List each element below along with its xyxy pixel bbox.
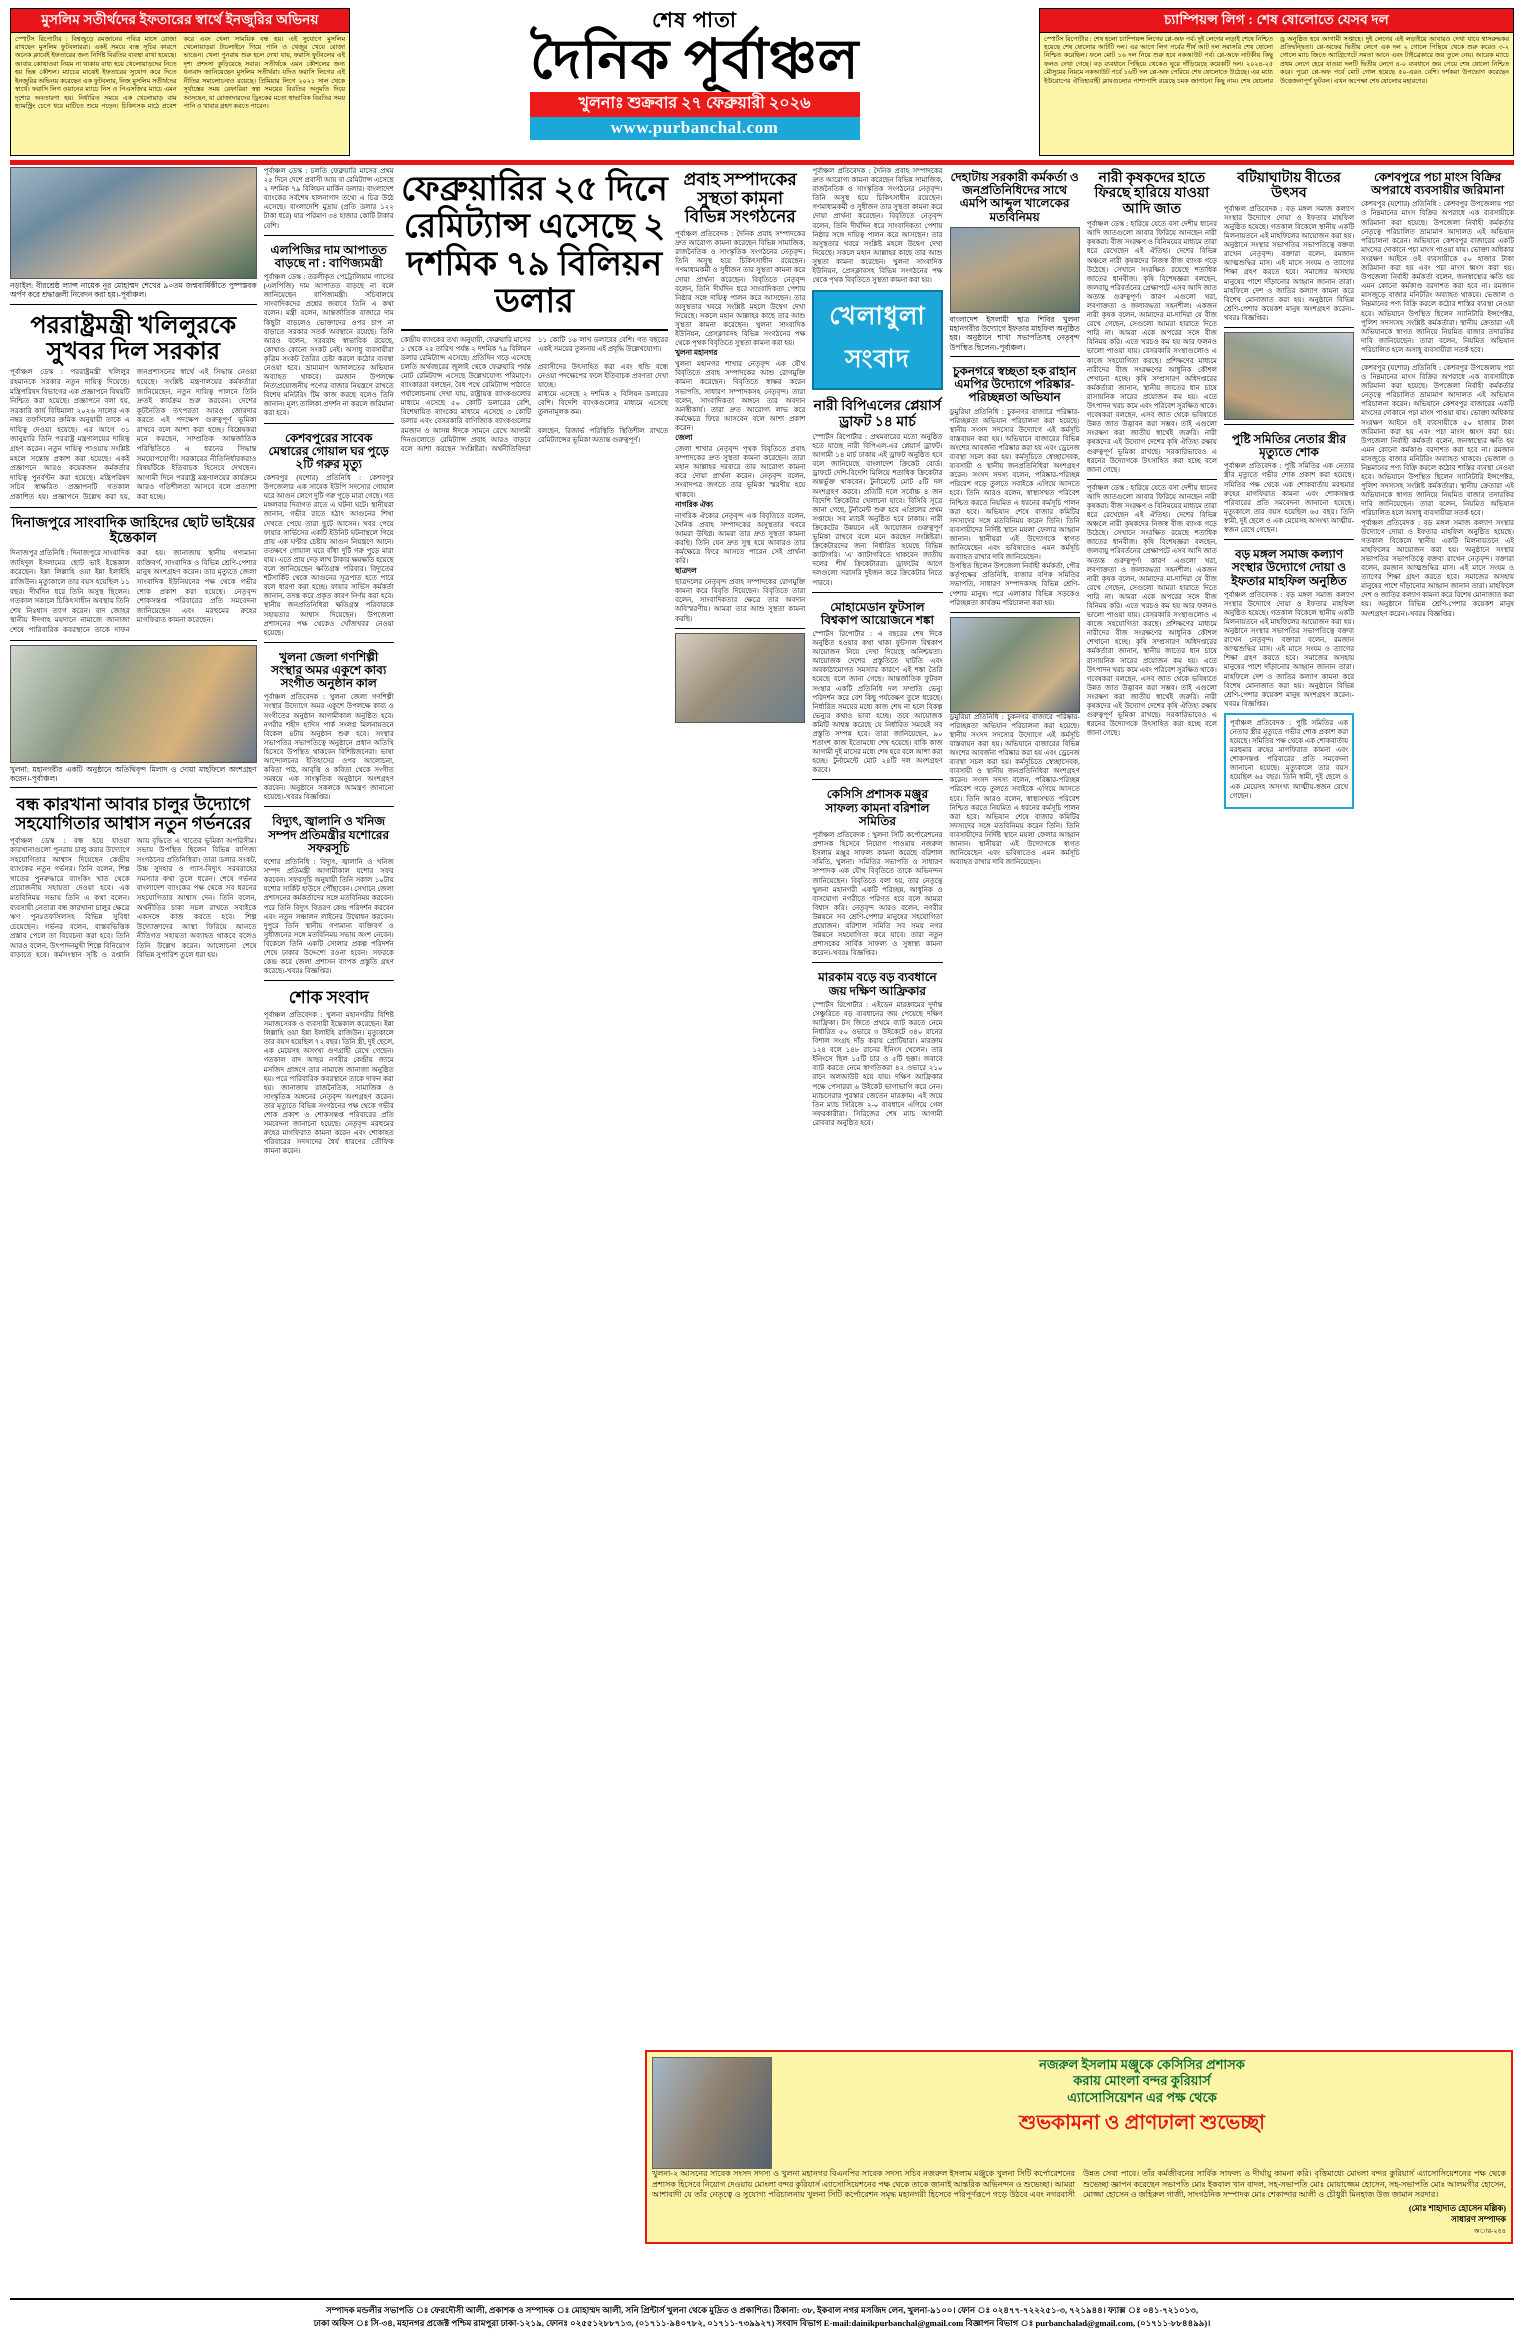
column-1 — [10, 167, 257, 2187]
ad-signer-name: (মোঃ শাহাদাত হোসেন মল্লিক) — [1408, 2204, 1506, 2214]
ad-headline-block — [778, 2057, 1506, 2138]
article-women-farmers: পূর্বাঞ্চল ডেস্ক : হারিয়ে যেতে বসা দেশীয় ধানের আদি জাতগুলো আবার ফিরিয়ে আনছেন নারী কৃষকরা। বীজ সংরক্ষণ ও বিনিময়ের মাধ্যমে তারা ধরে রেখেছেন এই ঐতিহ্য। দেশের বিভিন্ন অঞ্চলে নারী কৃষকদের নিজস্ব বীজ ব্যাংক গড়ে উঠেছে। সেখানে সংরক্ষিত রয়েছে শতাধিক জাতের ধানবীজ। কৃষি বিশেষজ্ঞরা বলছেন, জলবায়ু পরিবর্তনের প্রেক্ষাপটে এসব আদি জাত অত্যন্ত গুরুত্বপূর্ণ। কারণ এগুলো খরা, লবণাক্ততা ও জলাবদ্ধতা সহনশীল। একজন নারী কৃষক বলেন, আমাদের মা-দাদিরা যে বীজ রেখে গেছেন, সেগুলো আমরা হারাতে দিতে পারি না। আমরা একে অপরের সঙ্গে বীজ বিনিময় করি। এতে খরচও কম হয় আর ফলনও ভালো পাওয়া যায়। বেসরকারি সংস্থাগুলোও এ কাজে সহযোগিতা করছে। প্রশিক্ষণের মাধ্যমে নারীদের বীজ সংরক্ষণের আধুনিক কৌশল শেখানো হচ্ছে। কৃষি সম্প্রসারণ অধিদপ্তরের কর্মকর্তারা জানান, স্থানীয় জাতের ধান চাষে রাসায়নিক সারের প্রয়োজন কম হয়। এতে উৎপাদন খরচ কমে এবং পরিবেশ সুরক্ষিত থাকে। গবেষকরা বলছেন, এসব জাত থেকে ভবিষ্যতে উন্নত জাত উদ্ভাবন করা সম্ভব। তাই এগুলো সংরক্ষণ করা জাতীয় স্বার্থেই জরুরি। নারী কৃষকদের এই উদ্যোগ দেশের কৃষি ঐতিহ্য রক্ষায় গুরুত্বপূর্ণ ভূমিকা রাখছে। সরকারিভাবেও এ ধরনের উদ্যোগকে উৎসাহিত করা হচ্ছে বলে জানা গেছে। — [1086, 220, 1217, 474]
headline-chuknagar-cleanup: চুকনগরে স্বচ্ছতা হক রাহান এমপির উদ্যোগে পরিষ্কার-পরিচ্ছন্নতা অভিযান — [953, 364, 1077, 405]
photo-mp-meeting — [950, 227, 1080, 313]
photo-gathering-1 — [10, 645, 257, 763]
divider — [950, 612, 1080, 613]
masthead — [358, 8, 1031, 156]
headline-keshabpur-fire: কেশবপুরের সাবেক মেম্বারের গোয়াল ঘর পুড়ে ২টি গরুর মৃত্যু — [268, 430, 389, 471]
lead-para-5: রমজান ও আসন্ন ঈদকে সামনে রেখে আগামী দিনগুলোতে রেমিট্যান্স প্রবাহ আরও বাড়বে বলে আশা করছেন সংশ্লিষ্টরা। অর্থনীতিবিদরা বলছেন, রিজার্ভ পরিস্থিতি স্থিতিশীল রাখতে রেমিট্যান্সের ভূমিকা অত্যন্ত গুরুত্বপূর্ণ। — [400, 426, 669, 453]
top-strip — [10, 8, 1514, 156]
ad-portrait-photo — [652, 2057, 772, 2169]
top-left-body: স্পোর্টস রিপোর্টার : বিশ্বজুড়ে রমজানের পবিত্র মাসে রোজা রাখছেন মুসলিম ফুটবলাররা। একই সময়ে ব্যস্ত সূচির কারণে অনেক ক্লাবেই ইফতারের জন্য নির্দিষ্ট বিরতির ব্যবস্থা রাখা হয়েছে। আবার কোথাওবা নিয়ম না থাকায় বাধ্য হয়ে খেলোয়াড়দের নিতে হয় ভিন্ন কৌশল। ম্যাচের মাঝেই ইফতারের সুযোগ করে দিতে ইনজুরির অভিনয় করেছেন এক ফুটবলার, নিজ মুসলিম সতীর্থদের স্বার্থে। ফরাসি লিগ ওয়ানের ম্যাচে নিস ও পিএসজি'র ম্যাচে এমন দৃশ্যের অবতারণা হয়। নির্ধারিত সময়ে এক খেলোয়াড় বাম হ্যামস্ট্রিং চেপে ধরে মাটিতে শুয়ে পড়েন। চিকিৎসক মাঠে প্রবেশ করে এবং খেলা সাময়িক বন্ধ হয়। এই সুযোগে মুসলিম খেলোয়াড়রা টাচলাইনে গিয়ে পানি ও খেজুর খেয়ে রোজা ভাঙেন। খেলা পুনরায় শুরু হলে দেখা যায়, ফরাসি ফুটবলের এই দৃশ্য প্রশংসা কুড়িয়েছে সবার। সতীর্থকে এমন কৌশলের জন্য ধন্যবাদ জানিয়েছেন মুসলিম সতীর্থরা। যদিও ফরাসি লিগের এই নীতির সমালোচনাও রয়েছে। প্রিমিয়ার লিগে ২০২১ সাল থেকে সূর্যাস্তের সময় রেফারিরা স্বল্প সময়ের বিরতির অনুমতি দিয়ে আসছেন, যা রোজাদারদের ড্রিংকের মতো স্বাভাবিক বিরতির সময় পানি ও খাবার গ্রহণ করতে পারেন। — [15, 35, 345, 111]
divider — [10, 787, 257, 788]
column6-filler-top: পূর্বাঞ্চল প্রতিবেদক : দৈনিক প্রবাহ সম্পাদকের দ্রুত আরোগ্য কামনা করেছেন বিভিন্ন সামাজিক, রাজনৈতিক ও সাংস্কৃতিক সংগঠনের নেতৃবৃন্দ। তিনি অসুস্থ হয়ে চিকিৎসাধীন রয়েছেন। গণমাধ্যমকর্মী ও সুধীজন তার সুস্থতা কামনা করে দোয়া প্রার্থনা করেছেন। বিবৃতিতে নেতৃবৃন্দ বলেন, তিনি দীর্ঘদিন ধরে সাংবাদিকতা পেশায় নিষ্ঠার সঙ্গে দায়িত্ব পালন করে আসছেন। তার অসুস্থতার খবরে সংশ্লিষ্ট মহলে উদ্বেগ দেখা দিয়েছে। সকলে মহান আল্লাহর কাছে তার আশু সুস্থতা কামনা করেছেন। খুলনা সাংবাদিক ইউনিয়ন, প্রেসক্লাবসহ বিভিন্ন সংগঠনের পক্ষ থেকে পৃথক বিবৃতিতে সুস্থতা কামনা করা হয়। — [812, 167, 943, 285]
ad-signer-title: সাধারণ সম্পাদক — [1451, 2215, 1506, 2225]
footer-line-2: ঢাকা অফিস ঃ সি-৩৪, মহানগর প্রজেক্ট পশ্চিম রামপুরা ঢাকা-১২১৯, ফোনঃ ০২৫৫১২৮৮৭১৩, (০১৭১১-৯৪০৭৮২, ০১৭১১-৭৩৯৯২৭) সংবাদ বিভাগ E-mail:dainikpurbanchal@gmail.com বিজ্ঞাপন বিভাগ ঃ purbanchalad@gmail.com, (০১৭১১-৮৮৪৪৯৯)। — [313, 2318, 1211, 2329]
headline-womens-bpl-draft: নারী বিপিএলের প্লেয়ার্স ড্রাফট ১৪ মার্চ — [813, 399, 942, 430]
column-lead — [401, 167, 668, 2187]
ad-signature — [652, 2204, 1506, 2226]
page-mark: অার-২৫৪ — [1473, 2228, 1506, 2235]
divider — [10, 507, 257, 508]
divider — [264, 642, 394, 643]
divider — [1224, 327, 1354, 328]
top-right-story-box — [1039, 8, 1514, 156]
divider — [675, 628, 805, 629]
photo-gathering-2 — [675, 633, 805, 723]
headline-boro-mongol-iftar: বড় মঙ্গল সমাজ কল্যাণ সংস্থার উদ্যোগে দোয়া ও ইফতার মাহফিল অনুষ্ঠিত — [1231, 547, 1347, 588]
article-futsal-worldcup: স্পোর্টস রিপোর্টার : এ বছরের শেষ দিকে অনুষ্ঠিত হওয়ার কথা থাকা ফুটসাল বিশ্বকাপ আয়োজন নিয়ে দেখা দিয়েছে অনিশ্চয়তা। আয়োজক দেশের প্রস্তুতিতে ঘাটতি এবং অবকাঠামোগত সমস্যার কারণে এই শঙ্কা তৈরি হয়েছে বলে জানা গেছে। আন্তর্জাতিক ফুটবল সংস্থার একটি প্রতিনিধি দল সম্প্রতি ভেন্যু পরিদর্শন করে বেশ কিছু পর্যবেক্ষণ তুলে ধরেছে। নির্ধারিত সময়ের মধ্যে কাজ শেষ না হলে বিকল্প ভেন্যুর কথাও ভাবা হচ্ছে। তবে আয়োজক কমিটি আশ্বস্ত করেছে যে নির্ধারিত সময়েই সব প্রস্তুতি সম্পন্ন হবে। তারা জানিয়েছেন, ৯০ শতাংশ কাজ ইতোমধ্যে শেষ হয়েছে। বাকি কাজ আগামী দুই মাসের মধ্যে শেষ হবে বলে আশা করা হচ্ছে। টুর্নামেন্টে মোট ২৪টি দল অংশগ্রহণ করবে। — [812, 629, 943, 775]
divider — [10, 304, 257, 305]
column-9 — [1224, 167, 1354, 2187]
divider — [950, 356, 1080, 357]
article-dinajpur-obit: দিনাজপুর প্রতিনিধি : দিনাজপুরে সাংবাদিক জাহিদুল ইসলামের ছোট ভাই ইন্তেকাল করেছেন। ইন্না লিল্লাহি ওয়া ইন্না ইলাইহি রাজিউন। মৃত্যুকালে তার বয়স হয়েছিল ১১ বছর। দীর্ঘদিন ধরে তিনি অসুস্থ ছিলেন। গতকাল সকালে চিকিৎসাধীন অবস্থায় তিনি শেষ নিঃশ্বাস ত্যাগ করেন। বাদ জোহর স্থানীয় ঈদগাহ ময়দানে নামাজে জানাজা শেষে পারিবারিক কবরস্থানে তাকে দাফন করা হয়। জানাজায় স্থানীয় গণ্যমান্য ব্যক্তিবর্গ, সাংবাদিক ও বিভিন্ন শ্রেণি-পেশার মানুষ অংশগ্রহণ করেন। তার মৃত্যুতে জেলা সাংবাদিক ইউনিয়নের পক্ষ থেকে গভীর শোক প্রকাশ করা হয়েছে। নেতৃবৃন্দ শোকসন্তপ্ত পরিবারের প্রতি সমবেদনা জানিয়েছেন এবং মরহুমের রুহের মাগফিরাত কামনা করেছেন। — [10, 549, 257, 634]
article-chuknagar-cleanup-3: ডুমুরিয়া প্রতিনিধি : চুকনগর বাজারে পরিষ্কার-পরিচ্ছন্নতা অভিযান পরিচালনা করা হয়েছে। স্থানীয় সংসদ সদস্যের উদ্যোগে এই কর্মসূচি বাস্তবায়ন করা হয়। অভিযানে বাজারের বিভিন্ন অংশের আবর্জনা পরিষ্কার করা হয় এবং ড্রেনেজ ব্যবস্থা সচল করা হয়। কর্মসূচিতে স্বেচ্ছাসেবক, ব্যবসায়ী ও স্থানীয় জনপ্রতিনিধিরা অংশগ্রহণ করেন। সংসদ সদস্য বলেন, পরিষ্কার-পরিচ্ছন্ন পরিবেশ গড়ে তুলতে সবাইকে এগিয়ে আসতে হবে। তিনি আরও বলেন, স্বাস্থ্যসম্মত পরিবেশ নিশ্চিত করতে নিয়মিত এ ধরনের কর্মসূচি পালন করা হবে। অভিযান শেষে বাজার কমিটির সদস্যদের সঙ্গে মতবিনিময় করেন তিনি। তিনি ব্যবসায়ীদের নির্দিষ্ট স্থানে ময়লা ফেলার আহ্বান জানান। স্থানীয়রা এই উদ্যোগকে স্বাগত জানিয়েছেন এবং ভবিষ্যতেও এমন কর্মসূচি অব্যাহত রাখার দাবি জানিয়েছেন। — [949, 712, 1080, 867]
sports-section-banner: খেলাধুলা সংবাদ — [812, 290, 942, 390]
divider — [264, 806, 394, 807]
divider — [264, 980, 394, 981]
headline-factory-reopen: বন্ধ কারখানা আবার চালুর উদ্যোগে সহযোগিতার আশ্বাস নতুন গর্ভনরের — [15, 795, 252, 833]
headline-futsal-worldcup: মোহামেডান ফুটসাল বিশ্বকাপ আয়োজনে শঙ্কা — [820, 599, 934, 627]
divider — [401, 329, 668, 331]
article-ganashilpi: পূর্বাঞ্চল প্রতিবেদক : খুলনা জেলা গণশিল্পী সংস্থার উদ্যোগে অমর একুশে উপলক্ষে কাব্য ও সংগীতের অনুষ্ঠান আগামীকাল অনুষ্ঠিত হবে। নগরীর শহীদ হাদিস পার্ক সংলগ্ন মিলনায়তনে বিকেল ৪টায় অনুষ্ঠান শুরু হবে। সংস্থার সভাপতির সভাপতিত্বে অনুষ্ঠানে প্রধান অতিথি হিসেবে উপস্থিত থাকবেন বিশিষ্টজনেরা। ভাষা আন্দোলনের ইতিহাসের ওপর আলোচনা, কবিতা পাঠ, আবৃত্তি ও কবিতা থেকে সংগীত সমন্বয়ে এক সাংস্কৃতিক অনুষ্ঠানে অংশগ্রহণ করবেন। অনুষ্ঠানে সকলকে আমন্ত্রণ জানানো হয়েছে।-খবরঃ বিজ্ঞপ্তির। — [263, 693, 394, 802]
lead-para-4: পর্যালোচনায় দেখা যায়, রাষ্ট্রায়ত্ত ব্যাংকগুলোর মাধ্যমে এসেছে ৫০ কোটি ডলারের বেশি, বিশেষায়িত ব্যাংকের মাধ্যমে এসেছে ৩ কোটি ডলার এবং বেসরকারি বাণিজ্যিক ব্যাংকগুলোর মাধ্যমে এসেছে ২ দশমিক ২ বিলিয়ন ডলারের বেশি। বিদেশি ব্যাংকগুলোর মাধ্যমে এসেছে তুলনামূলক কম। — [400, 390, 669, 426]
ad-body-text: খুলনা-২ আসনের সাবেক সংসদ সদস্য ও খুলনা মহানগর বিএনপির সাবেক সদস্য সচিব নজরুল ইসলাম মঞ্জুকে খুলনা সিটি কর্পোরেশনের প্রশাসক হিসেবে নিয়োগ দেওয়ায় মোংলা বন্দর কুরিয়ার্স এ্যাসোসিয়েশনের পক্ষ থেকে তাকে জানাই আন্তরিক অভিনন্দন ও শুভেচ্ছা। আমরা আশাবাদী যে তাঁর নেতৃত্বে ও সুযোগ্য পরিচালনায় খুলনা সিটি কর্পোরেশন সমৃদ্ধ মহানগরী হিসেবে পরিপূর্ণরূপে গড়ে উঠবে এবং নগরবাসী উন্নত সেবা পাবে। তাঁর কর্মজীবনের সার্বিক সাফল্য ও দীর্ঘায়ু কামনা করি। বৃত্তিমাধ্যে মোংলা বন্দর কুরিয়ার্স এ্যাসোসিয়েশনের পক্ষ থেকে শুভেচ্ছা জ্ঞাপন করেছেন সভাপতি মোঃ ইকবাল খান বাদল, সহ-সভাপতি মোঃ মোয়াজ্জেম হোসেন, সহ-সভাপতি মোঃ আলমগীর হোসেন, মোজ্জা হোসেন ও জহিরুল গাজী, সাংগঠনিক সম্পাদক মোঃ শেকান্দার আলী ও চৌধুরী মিনহাজ উজ জামান সরদার। — [652, 2168, 1506, 2200]
top-right-headline: চ্যাম্পিয়ন্স লিগ : শেষ ষোলোতে যেসব দল — [1040, 9, 1513, 33]
masthead-dateline: খুলনাঃ শুক্রবার ২৭ ফেব্রুয়ারী ২০২৬ — [530, 92, 860, 117]
divider — [1361, 359, 1514, 360]
divider — [1224, 539, 1354, 540]
divider — [1224, 424, 1354, 425]
subhead-chhatradal: ছাত্রদল — [675, 566, 697, 576]
headline-kcc-admin-barisal: কেসিসি প্রশাসক মঞ্জুর সাফল্য কামনা বরিশাল সমিতির — [825, 787, 930, 828]
article-probaho-editor: পূর্বাঞ্চল প্রতিবেদক : দৈনিক প্রবাহ সম্পাদকের দ্রুত আরোগ্য কামনা করেছেন বিভিন্ন সামাজিক, রাজনৈতিক ও সাংস্কৃতিক সংগঠনের নেতৃবৃন্দ। তিনি অসুস্থ হয়ে চিকিৎসাধীন রয়েছেন। গণমাধ্যমকর্মী ও সুধীজন তার সুস্থতা কামনা করে দোয়া প্রার্থনা করেছেন। বিবৃতিতে নেতৃবৃন্দ বলেন, তিনি দীর্ঘদিন ধরে সাংবাদিকতা পেশায় নিষ্ঠার সঙ্গে দায়িত্ব পালন করে আসছেন। তার অসুস্থতার খবরে সংশ্লিষ্ট মহলে উদ্বেগ দেখা দিয়েছে। সকলে মহান আল্লাহর কাছে তার আশু সুস্থতা কামনা করেছেন। খুলনা সাংবাদিক ইউনিয়ন, প্রেসক্লাবসহ বিভিন্ন সংগঠনের পক্ষ থেকে পৃথক বিবৃতিতে সুস্থতা কামনা করা হয়। — [675, 230, 806, 348]
ad-line-2: করায় মোংলা বন্দর কুরিয়ার্স — [1073, 2073, 1211, 2089]
small-blue-ad: পূর্বাঞ্চল প্রতিবেদক : পুষ্টি সমিতির এক নেতার স্ত্রীর মৃত্যুতে গভীর শোক প্রকাশ করা হয়েছে। সমিতির পক্ষ থেকে এক শোকবার্তায় মরহুমার রুহের মাগফিরাত কামনা এবং শোকসন্তপ্ত পরিবারের প্রতি সমবেদনা জানানো হয়েছে। মৃত্যুকালে তার বয়স হয়েছিল ৬৫ বছর। তিনি স্বামী, দুই ছেলে ও এক মেয়েসহ অসংখ্য আত্মীয়-স্বজন রেখে গেছেন। — [1224, 713, 1354, 809]
article-rotten-meat-fine-cont: কেশবপুর (যশোর) প্রতিনিধি : কেশবপুর উপজেলায় পচা ও নিম্নমানের মাংস বিক্রির অপরাধে এক ব্যবসায়ীকে জরিমানা করা হয়েছে। উপজেলা নির্বাহী কর্মকর্তার নেতৃত্বে পরিচালিত ভ্রাম্যমাণ আদালত এই অভিযান পরিচালনা করেন। অভিযানে কেশবপুর বাজারের একটি মাংসের দোকানে পচা মাংস পাওয়া যায়। ভোক্তা অধিকার সংরক্ষণ আইনে ওই ব্যবসায়ীকে ৫০ হাজার টাকা জরিমানা করা হয় এবং পচা মাংস ধ্বংস করা হয়। উপজেলা নির্বাহী কর্মকর্তা বলেন, জনস্বাস্থ্যের ক্ষতি হয় এমন কোনো কর্মকাণ্ড বরদাশত করা হবে না। রমজান মাসজুড়ে বাজার মনিটরিং অব্যাহত থাকবে। ভেজাল ও নিম্নমানের পণ্য বিক্রি করলে কঠোর শাস্তির ব্যবস্থা নেওয়া হবে। অভিযানে উপস্থিত ছিলেন স্যানিটারি ইন্সপেক্টর, পুলিশ সদস্যসহ সংশ্লিষ্ট কর্মকর্তারা। স্থানীয় ক্রেতারা এই অভিযানকে স্বাগত জানিয়ে নিয়মিত বাজার তদারকির দাবি জানিয়েছেন। তারা বলেন, নিয়মিত অভিযান পরিচালিত হলে অসাধু ব্যবসায়ীরা সতর্ক হবে। — [1361, 363, 1515, 518]
article-womens-bpl-draft: স্পোর্টস রিপোর্টার : প্রথমবারের মতো অনুষ্ঠিত হতে যাচ্ছে নারী বিপিএল-এর প্লেয়ার্স ড্রাফট। আগামী ১৪ মার্চ ঢাকায় এই ড্রাফট অনুষ্ঠিত হবে বলে জানিয়েছে বাংলাদেশ ক্রিকেট বোর্ড। ড্রাফটে দেশি-বিদেশি মিলিয়ে শতাধিক ক্রিকেটার অন্তর্ভুক্ত থাকবেন। টুর্নামেন্টে মোট ৫টি দল অংশগ্রহণ করবে। প্রতিটি দলে সর্বোচ্চ ৪ জন বিদেশি ক্রিকেটার খেলানো যাবে। বিসিবি সূত্রে জানা গেছে, টুর্নামেন্ট শুরু হবে এপ্রিলের প্রথম সপ্তাহে। সব ম্যাচই অনুষ্ঠিত হবে ঢাকায়। নারী ক্রিকেটের উন্নয়নে এই আয়োজন গুরুত্বপূর্ণ ভূমিকা রাখবে বলে মনে করছেন সংশ্লিষ্টরা। ক্রিকেটারদের জন্য নির্ধারিত হয়েছে বিভিন্ন ক্যাটাগরি। 'এ' ক্যাটাগরিতে থাকবেন জাতীয় দলের শীর্ষ ক্রিকেটাররা। ড্রাফটের আগে দলগুলো সরাসরি দুইজন করে ক্রিকেটার নিতে পারবে। — [812, 433, 943, 587]
headline-power-minister-tour: বিদ্যুৎ, জ্বালানি ও খনিজ সম্পদ প্রতিমন্ত্রীর যশোরের সফরসূচি — [268, 814, 390, 855]
article-power-minister-tour: যশোর প্রতিনিধি : বিদ্যুৎ, জ্বালানি ও খনিজ সম্পদ প্রতিমন্ত্রী আগামীকাল যশোর সফর করবেন। সফরসূচি অনুযায়ী তিনি সকাল ১০টায় যশোর সার্কিট হাউসে পৌঁছাবেন। সেখানে জেলা প্রশাসনের কর্মকর্তাদের সঙ্গে মতবিনিময় করবেন। পরে তিনি বিদ্যুৎ বিতরণ কেন্দ্র পরিদর্শন করবেন এবং নতুন সঞ্চালন লাইনের উদ্বোধন করবেন। দুপুরে তিনি স্থানীয় গণ্যমান্য ব্যক্তিবর্গ ও সুধীজনের সঙ্গে মতবিনিময় সভায় অংশ নেবেন। বিকেলে তিনি একটি সোলার প্রকল্প পরিদর্শন শেষে ঢাকার উদ্দেশ্যে রওনা হবেন। সফরকে কেন্দ্র করে জেলা প্রশাসন ব্যাপক প্রস্তুতি গ্রহণ করেছে।-খবরঃ বিজ্ঞপ্তির। — [263, 858, 394, 976]
article-chuknagar-cleanup-2: উপস্থিত ছিলেন উপজেলা নির্বাহী কর্মকর্তা, পৌর কর্তৃপক্ষের প্রতিনিধি, বাজার বণিক সমিতির সভাপতি, সাধারণ সম্পাদকসহ বিভিন্ন শ্রেণি-পেশার মানুষ। পরে এলাকার বিভিন্ন সড়কেও পরিচ্ছন্নতা কার্যক্রম পরিচালনা করা হয়। — [949, 562, 1080, 607]
footer-imprint — [10, 2298, 1514, 2330]
headline-condolence: শোক সংবাদ — [288, 988, 369, 1008]
headline-khalilur: পররাষ্ট্রমন্ত্রী খলিলুরকে সুখবর দিল সরকার — [30, 312, 237, 366]
main-content-grid — [10, 167, 1514, 2187]
headline-dinajpur-obit: দিনাজপুরে সাংবাদিক জাহিদের ছোট ভাইয়ের ইন্তেকাল — [11, 515, 255, 546]
article-rotten-meat-fine: কেশবপুর (যশোর) প্রতিনিধি : কেশবপুর উপজেলায় পচা ও নিম্নমানের মাংস বিক্রির অপরাধে এক ব্যবসায়ীকে জরিমানা করা হয়েছে। উপজেলা নির্বাহী কর্মকর্তার নেতৃত্বে পরিচালিত ভ্রাম্যমাণ আদালত এই অভিযান পরিচালনা করেন। অভিযানে কেশবপুর বাজারের একটি মাংসের দোকানে পচা মাংস পাওয়া যায়। ভোক্তা অধিকার সংরক্ষণ আইনে ওই ব্যবসায়ীকে ৫০ হাজার টাকা জরিমানা করা হয় এবং পচা মাংস ধ্বংস করা হয়। উপজেলা নির্বাহী কর্মকর্তা বলেন, জনস্বাস্থ্যের ক্ষতি হয় এমন কোনো কর্মকাণ্ড বরদাশত করা হবে না। রমজান মাসজুড়ে বাজার মনিটরিং অব্যাহত থাকবে। ভেজাল ও নিম্নমানের পণ্য বিক্রি করলে কঠোর শাস্তির ব্যবস্থা নেওয়া হবে। অভিযানে উপস্থিত ছিলেন স্যানিটারি ইন্সপেক্টর, পুলিশ সদস্যসহ সংশ্লিষ্ট কর্মকর্তারা। স্থানীয় ক্রেতারা এই অভিযানকে স্বাগত জানিয়ে নিয়মিত বাজার তদারকির দাবি জানিয়েছেন। তারা বলেন, নিয়মিত অভিযান পরিচালিত হলে অসাধু ব্যবসায়ীরা সতর্ক হবে। — [1361, 200, 1515, 354]
divider — [812, 962, 942, 963]
divider — [264, 235, 394, 236]
article-column10-filler: পূর্বাঞ্চল প্রতিবেদক : বড় মঙ্গল সমাজ কল্যাণ সংস্থার উদ্যোগে দোয়া ও ইফতার মাহফিল অনুষ্ঠিত হয়েছে। গতকাল বিকেলে স্থানীয় একটি মিলনায়তনে এই মাহফিলের আয়োজন করা হয়। অনুষ্ঠানে সংস্থার সভাপতির সভাপতিত্বে বক্তব্য রাখেন নেতৃবৃন্দ। বক্তারা বলেন, রমজান আত্মশুদ্ধির মাস। এই মাসে সংযম ও ত্যাগের শিক্ষা গ্রহণ করতে হবে। সমাজের অসহায় মানুষের পাশে দাঁড়ানোর আহ্বান জানান তারা। মাহফিলে দেশ ও জাতির কল্যাণ কামনা করে বিশেষ মোনাজাত করা হয়। অনুষ্ঠানে বিভিন্ন শ্রেণি-পেশার কয়েকশ মানুষ অংশগ্রহণ করেন।-খবরঃ বিজ্ঞপ্তির। — [1361, 518, 1515, 618]
top-left-story-box — [10, 8, 350, 156]
article-botiaghata-festival: পূর্বাঞ্চল প্রতিবেদক : বড় মঙ্গল সমাজ কল্যাণ সংস্থার উদ্যোগে দোয়া ও ইফতার মাহফিল অনুষ্ঠিত হয়েছে। গতকাল বিকেলে স্থানীয় একটি মিলনায়তনে এই মাহফিলের আয়োজন করা হয়। অনুষ্ঠানে সংস্থার সভাপতির সভাপতিত্বে বক্তব্য রাখেন নেতৃবৃন্দ। বক্তারা বলেন, রমজান আত্মশুদ্ধির মাস। এই মাসে সংযম ও ত্যাগের শিক্ষা গ্রহণ করতে হবে। সমাজের অসহায় মানুষের পাশে দাঁড়ানোর আহ্বান জানান তারা। মাহফিলে দেশ ও জাতির কল্যাণ কামনা করে বিশেষ মোনাজাত করা হয়। অনুষ্ঠানে বিভিন্ন শ্রেণি-পেশার কয়েকশ মানুষ অংশগ্রহণ করেন।-খবরঃ বিজ্ঞপ্তির। — [1223, 204, 1355, 322]
ad-greeting: শুভকামনা ও প্রাণঢালা শুভেচ্ছা — [1018, 2111, 1265, 2134]
article-chuknagar-cleanup: ডুমুরিয়া প্রতিনিধি : চুকনগর বাজারে পরিষ্কার-পরিচ্ছন্নতা অভিযান পরিচালনা করা হয়েছে। স্থানীয় সংসদ সদস্যের উদ্যোগে এই কর্মসূচি বাস্তবায়ন করা হয়। অভিযানে বাজারের বিভিন্ন অংশের আবর্জনা পরিষ্কার করা হয় এবং ড্রেনেজ ব্যবস্থা সচল করা হয়। কর্মসূচিতে স্বেচ্ছাসেবক, ব্যবসায়ী ও স্থানীয় জনপ্রতিনিধিরা অংশগ্রহণ করেন। সংসদ সদস্য বলেন, পরিষ্কার-পরিচ্ছন্ন পরিবেশ গড়ে তুলতে সবাইকে এগিয়ে আসতে হবে। তিনি আরও বলেন, স্বাস্থ্যসম্মত পরিবেশ নিশ্চিত করতে নিয়মিত এ ধরনের কর্মসূচি পালন করা হবে। অভিযান শেষে বাজার কমিটির সদস্যদের সঙ্গে মতবিনিময় করেন তিনি। তিনি ব্যবসায়ীদের নির্দিষ্ট স্থানে ময়লা ফেলার আহ্বান জানান। স্থানীয়রা এই উদ্যোগকে স্বাগত জানিয়েছেন এবং ভবিষ্যতেও এমন কর্মসূচি অব্যাহত রাখার দাবি জানিয়েছেন। — [949, 407, 1080, 562]
subhead-khulna-mahanagar: খুলনা মহানগর — [675, 348, 718, 358]
headline-mp-meeting: দেহাটায় সরকারী কর্মকর্তা ও জনপ্রতিনিধিদের সাথে এমপি আব্দুল খালেকের মতবিনিময় — [950, 170, 1079, 224]
article-kcc-admin-barisal: পূর্বাঞ্চল প্রতিবেদক : খুলনা সিটি কর্পোরেশনের প্রশাসক হিসেবে নিয়োগ পাওয়ায় নজরুল ইসলাম মঞ্জুর সাফল্য কামনা করেছে বরিশাল সমিতি, খুলনা। সমিতির সভাপতি ও সাধারণ সম্পাদক এক যৌথ বিবৃতিতে তাকে অভিনন্দন জানিয়েছেন। বিবৃতিতে বলা হয়, তার নেতৃত্বে খুলনা মহানগরী একটি পরিচ্ছন্ন, আধুনিক ও বাসযোগ্য নগরীতে পরিণত হবে বলে আমরা বিশ্বাস করি। নেতৃবৃন্দ আরও বলেন, নগরীর উন্নয়নে সব শ্রেণি-পেশার মানুষের সহযোগিতা প্রয়োজন। বরিশাল সমিতি সব সময় নগর উন্নয়নে সহযোগিতা করে যাবে। তারা নতুন প্রশাসকের সার্বিক সাফল্য ও সুস্বাস্থ্য কামনা করেন।-খবরঃ বিজ্ঞপ্তির। — [812, 831, 943, 958]
photo-caption-2: খুলনা: মহানগরীর একটি অনুষ্ঠানে অতিথিবৃন্দ মিলাদ ও দোয়া মাহফিলে অংশগ্রহণ করেন।-পূর্বাঞ্চল। — [10, 764, 257, 783]
subhead-nagorik-oikko: নাগরিক ঐক্য — [675, 499, 713, 509]
masthead-kicker: শেষ পাতা — [652, 8, 737, 32]
headline-botiaghata-festival: বটিয়াঘাটায় বীতের উৎসব — [1237, 171, 1341, 202]
column-8 — [1087, 167, 1217, 2187]
photo-caption-1: নড়াইল: বীরশ্রেষ্ঠ ল্যান্স নায়েক নূর মোহাম্মদ শেখের ৯০তম জন্মবার্ষিকীতে পুষ্পস্তবক অর্পণ করে শ্রদ্ধাঞ্জলী নিবেদন করা হয়।-পূর্বাঞ্চল। — [10, 281, 257, 300]
masthead-title: দৈনিক পূর্বাঞ্চল — [530, 29, 859, 90]
article-factory-reopen: পূর্বাঞ্চল ডেস্ক : বন্ধ হয়ে যাওয়া কারখানাগুলো পুনরায় চালু করার উদ্যোগে সহযোগিতার আশ্বাস দিয়েছেন কেন্দ্রীয় ব্যাংকের নতুন গর্ভনর। তিনি বলেন, শিল্প খাতের পুনরুদ্ধারে ব্যাংকিং খাত থেকে প্রয়োজনীয় সহায়তা দেওয়া হবে। এক মতবিনিময় সভায় তিনি এ কথা বলেন। ব্যবসায়ী নেতারা বন্ধ কারখানা চালুর ক্ষেত্রে ঋণ পুনঃতফসিলসহ বিভিন্ন সুবিধা চেয়েছেন। গর্ভনর বলেন, বাস্তবভিত্তিক প্রস্তাব পেলে তা বিবেচনা করা হবে। তিনি আরও বলেন, উৎপাদনমুখী শিল্পে বিনিয়োগ বাড়াতে হবে। কর্মসংস্থান সৃষ্টি ও রপ্তানি আয় বৃদ্ধিতে এ খাতের ভূমিকা অপরিসীম। সভায় উপস্থিত ছিলেন বিভিন্ন বাণিজ্য সংগঠনের প্রতিনিধিরা। তারা ডলার সংকট, উচ্চ সুদহার ও গ্যাস-বিদ্যুৎ সরবরাহের সমস্যার কথা তুলে ধরেন। শেষে গর্ভনর বাংলাদেশ ব্যাংকের পক্ষ থেকে সব ধরনের সহযোগিতার আশ্বাস দেন। তিনি বলেন, অর্থনীতির চাকা সচল রাখতে সবাইকে একসঙ্গে কাজ করতে হবে। শিল্প উদ্যোক্তাদের আস্থা ফিরিয়ে আনতে নীতিগত সহায়তা অব্যাহত থাকবে বলেও তিনি উল্লেখ করেন। আলোচনা শেষে বিভিন্ন সুপারিশ তুলে ধরা হয়। — [10, 836, 257, 960]
headline-probaho-editor: প্রবাহ সম্পাদকের সুস্থতা কামনা বিভিন্ন সংগঠনের — [683, 170, 797, 227]
divider — [10, 640, 257, 641]
lead-headline: ফেব্রুয়ারির ২৫ দিনে রেমিট্যান্স এসেছে ২ দশমিক ৭৯ বিলিয়ন ডলার — [401, 171, 668, 321]
top-left-headline: মুসলিম সতীর্থদের ইফতারের স্বার্থে ইনজুরির অভিনয় — [11, 9, 349, 33]
red-divider-rule — [10, 160, 1514, 165]
divider — [264, 423, 394, 424]
ad-header-row — [652, 2057, 1506, 2169]
lead-para-2: কেন্দ্রীয় ব্যাংকের তথ্য অনুযায়ী, ফেব্রুয়ারি মাসের ১ থেকে ২৫ তারিখ পর্যন্ত ২ দশমিক ৭৯ বিলিয়ন ডলার রেমিট্যান্স এসেছে। প্রতিদিন গড়ে এসেছে ১১ কোটি ১৬ লাখ ডলারের বেশি। গত বছরের একই সময়ের তুলনায় এই প্রবৃদ্ধি উল্লেখযোগ্য। — [400, 335, 669, 362]
column-6-sports — [812, 167, 942, 2187]
article-nagorik-oikko: নাগরিক ঐক্যের নেতৃবৃন্দ এক বিবৃতিতে বলেন, দৈনিক প্রবাহ সম্পাদকের অসুস্থতার খবরে আমরা উদ্বিগ্ন। আমরা তার দ্রুত সুস্থতা কামনা করছি। তিনি যেন দ্রুত সুস্থ হয়ে আবারও তার কর্মক্ষেত্রে ফিরে আসতে পারেন সেই প্রার্থনা করি। — [675, 511, 806, 566]
headline-rotten-meat-fine: কেশবপুরে পচা মাংস বিক্রির অপরাধে ব্যবসায়ীর জরিমানা — [1371, 170, 1505, 198]
article-women-farmers-cont: পূর্বাঞ্চল ডেস্ক : হারিয়ে যেতে বসা দেশীয় ধানের আদি জাতগুলো আবার ফিরিয়ে আনছেন নারী কৃষকরা। বীজ সংরক্ষণ ও বিনিময়ের মাধ্যমে তারা ধরে রেখেছেন এই ঐতিহ্য। দেশের বিভিন্ন অঞ্চলে নারী কৃষকদের নিজস্ব বীজ ব্যাংক গড়ে উঠেছে। সেখানে সংরক্ষিত রয়েছে শতাধিক জাতের ধানবীজ। কৃষি বিশেষজ্ঞরা বলছেন, জলবায়ু পরিবর্তনের প্রেক্ষাপটে এসব আদি জাত অত্যন্ত গুরুত্বপূর্ণ। কারণ এগুলো খরা, লবণাক্ততা ও জলাবদ্ধতা সহনশীল। একজন নারী কৃষক বলেন, আমাদের মা-দাদিরা যে বীজ রেখে গেছেন, সেগুলো আমরা হারাতে দিতে পারি না। আমরা একে অপরের সঙ্গে বীজ বিনিময় করি। এতে খরচও কম হয় আর ফলনও ভালো পাওয়া যায়। বেসরকারি সংস্থাগুলোও এ কাজে সহযোগিতা করছে। প্রশিক্ষণের মাধ্যমে নারীদের বীজ সংরক্ষণের আধুনিক কৌশল শেখানো হচ্ছে। কৃষি সম্প্রসারণ অধিদপ্তরের কর্মকর্তারা জানান, স্থানীয় জাতের ধান চাষে রাসায়নিক সারের প্রয়োজন কম হয়। এতে উৎপাদন খরচ কমে এবং পরিবেশ সুরক্ষিত থাকে। গবেষকরা বলছেন, এসব জাত থেকে ভবিষ্যতে উন্নত জাত উদ্ভাবন করা সম্ভব। তাই এগুলো সংরক্ষণ করা জাতীয় স্বার্থেই জরুরি। নারী কৃষকদের এই উদ্যোগ দেশের কৃষি ঐতিহ্য রক্ষায় গুরুত্বপূর্ণ ভূমিকা রাখছে। সরকারিভাবেও এ ধরনের উদ্যোগকে উৎসাহিত করা হচ্ছে বলে জানা গেছে। — [1086, 483, 1217, 738]
footer-line-1: সম্পাদক মন্ডলীর সভাপতি ঃ ফেরদৌসী আলী, প্রকাশক ও সম্পাদক ঃ মোহাম্মদ আলী, সনি প্রিন্টার্স খুলনা থেকে মুদ্রিত ও প্রকাশিত। ঠিকানা: ৩৮, ইকবাল নগর মসজিদ লেন, খুলনা-৯১০০। ফোন ঃ ০২৪৭৭-৭২২২৫১-৩, ৭২১৯৪৪। ফ্যাক্স ঃ ০৪১-৭২১০১৩, — [326, 2305, 1198, 2316]
divider — [812, 779, 942, 780]
article-keshabpur-fire: কেশবপুর (যশোর) প্রতিনিধি : কেশবপুর উপজেলার এক সাবেক ইউপি সদস্যের গোয়াল ঘরে আগুন লেগে দুটি গরু পুড়ে মারা গেছে। গত মঙ্গলবার দিবাগত রাতে এ ঘটনা ঘটে। স্থানীয়রা জানান, গভীর রাতে হঠাৎ আগুনের শিখা দেখতে পেয়ে তারা ছুটে আসেন। খবর পেয়ে ফায়ার সার্ভিসের একটি ইউনিট ঘটনাস্থলে গিয়ে প্রায় এক ঘণ্টার চেষ্টায় আগুন নিয়ন্ত্রণে আনে। ততক্ষণে গোয়াল ঘরে বাঁধা দুটি গরু পুড়ে মারা যায়। এতে প্রায় দেড় লাখ টাকার ক্ষয়ক্ষতি হয়েছে বলে জানিয়েছেন ক্ষতিগ্রস্ত পরিবার। বিদ্যুতের শর্টসার্কিট থেকে আগুনের সূত্রপাত হতে পারে বলে ধারণা করা হচ্ছে। ফায়ার সার্ভিস কর্মকর্তা জানান, তদন্ত করে প্রকৃত কারণ নির্ণয় করা হবে। স্থানীয় জনপ্রতিনিধিরা ক্ষতিগ্রস্ত পরিবারকে সহায়তার আশ্বাস দিয়েছেন। উপজেলা প্রশাসনের পক্ষ থেকেও খোঁজখবর নেওয়া হয়েছে। — [263, 474, 394, 637]
top-right-body: স্পোর্টস রিপোর্টার : শেষ হলো চ্যাম্পিয়ন্স লিগের প্লে-অফ পর্ব। দুই লেগের লড়াই শেষে নিশ্চিত হয়েছে শেষ ষোলোর আটটি দল। এর আগে লিগ পর্বের শীর্ষ আট দল সরাসরি শেষ ষোলো নিশ্চিত করেছিল। ফলে মোট ১৬ দল নিয়ে শুরু হবে নকআউট পর্ব। প্লে-অফে নাটকীয় কিছু ফলও দেখা গেছে। বড় ব্যবধানে পিছিয়ে থেকেও ঘুরে দাঁড়িয়েছে কয়েকটি দল। ২০২৪-২৫ মৌসুমের নিয়মে নকআউট পর্বে ১৬টি দল প্লে-অফ পেরিয়ে শেষ ষোলোতে উঠেছে। এর মধ্যে ইউরোপের ঐতিহ্যবাহী ক্লাবগুলোর পাশাপাশি রয়েছে চমক জাগানো কিছু নাম। শেষ ষোলোর ড্র অনুষ্ঠিত হবে আগামী সপ্তাহে। দুই লেগের এই লড়াইয়ে আবারও দেখা যাবে শ্বাসরুদ্ধকর প্রতিদ্বন্দ্বিতা। প্লে-অফের দ্বিতীয় লেগে এক দল ২ গোলে পিছিয়ে থেকে শুরু করেও ৩-২ গোলে ম্যাচ জিতে অ্যাগ্রিগেটে সমতা আনে এবং টাইব্রেকারে জয় তুলে নেয়। আরেক ম্যাচে প্রথম লেগে হেরে যাওয়া দলটি দ্বিতীয় লেগে ৪-০ ব্যবধানে জয় পেয়ে শেষ ষোলো নিশ্চিত করে। পুরো প্লে-অফ পর্বে মোট গোল হয়েছে ৫০-এরও বেশি। দর্শকরা উপভোগ করেছেন উত্তেজনাপূর্ণ ফুটবল। এখন অপেক্ষা শেষ ষোলোর মহারণের। — [1044, 35, 1509, 85]
article-chhatradal: ছাত্রদলের নেতৃবৃন্দ প্রবাহ সম্পাদকের রোগমুক্তি কামনা করে বিবৃতি দিয়েছেন। বিবৃতিতে তারা বলেন, সাংবাদিকতার ক্ষেত্রে তার অবদান অবিস্মরণীয়। আমরা তার আশু সুস্থতা কামনা করছি। — [675, 578, 806, 623]
headline-women-farmers: নারী কৃষকদের হাতে ফিরছে হারিয়ে যাওয়া আদি জাত — [1094, 171, 1210, 217]
headline-markram-sa-win: মারকাম বড়ে বড় ব্যবধানে জয় দক্ষিণ আফ্রিকার — [818, 970, 937, 998]
photo-iftar-gathering — [950, 617, 1080, 713]
article-khulna-mahanagar: খুলনা মহানগর শাখার নেতৃবৃন্দ এক যৌথ বিবৃতিতে প্রবাহ সম্পাদকের আশু রোগমুক্তি কামনা করেছেন। বিবৃতিতে স্বাক্ষর করেন সভাপতি, সাধারণ সম্পাদকসহ নেতৃবৃন্দ। তারা বলেন, সাংবাদিকতা অঙ্গনে তার অবদান অনস্বীকার্য। তারা দ্রুত আরোগ্য লাভ করে কর্মক্ষেত্রে ফিরে আসবেন বলে আশা প্রকাশ করেন। — [675, 360, 806, 432]
masthead-website[interactable]: www.purbanchal.com — [530, 117, 860, 141]
article-lpg-price: পূর্বাঞ্চল ডেস্ক : তরলীকৃত পেট্রোলিয়াম গ্যাসের (এলপিজি) দাম আপাতত বাড়ছে না বলে জানিয়েছেন বাণিজ্যমন্ত্রী। সচিবালয়ে সাংবাদিকদের প্রশ্নের জবাবে তিনি এ কথা বলেন। মন্ত্রী বলেন, আন্তর্জাতিক বাজারে দাম কিছুটা বাড়লেও ভোক্তাদের ওপর চাপ না বাড়াতে সরকার সতর্ক অবস্থানে রয়েছে। তিনি আরও বলেন, সরবরাহ স্বাভাবিক রয়েছে, কোথাও কোনো সংকট নেই। অসাধু ব্যবসায়ীরা কৃত্রিম সংকট তৈরির চেষ্টা করলে কঠোর ব্যবস্থা নেওয়া হবে। ভ্রাম্যমাণ আদালতের অভিযান অব্যাহত থাকবে। রমজান উপলক্ষে নিত্যপ্রয়োজনীয় পণ্যের বাজার নিয়ন্ত্রণে রাখতে বিশেষ মনিটরিং টিম কাজ করছে বলেও তিনি জানান। মূল্য তালিকা প্রদর্শন না করলে জরিমানা করা হবে। — [263, 273, 394, 418]
article-condolence: পূর্বাঞ্চল প্রতিবেদক : খুলনা মহানগরীর বিশিষ্ট সমাজসেবক ও ব্যবসায়ী ইন্তেকাল করেছেন। ইন্না লিল্লাহি ওয়া ইন্না ইলাইহি রাজিউন। মৃত্যুকালে তার বয়স হয়েছিল ৭২ বছর। তিনি স্ত্রী, দুই ছেলে, এক মেয়েসহ অসংখ্য গুণগ্রাহী রেখে গেছেন। গতকাল বাদ আছর নগরীর কেন্দ্রীয় জামে মসজিদ প্রাঙ্গণে তার নামাজে জানাজা অনুষ্ঠিত হয়। পরে পারিবারিক কবরস্থানে তাকে দাফন করা হয়। জানাজায় রাজনৈতিক, সামাজিক ও সাংস্কৃতিক অঙ্গনের নেতৃবৃন্দ অংশগ্রহণ করেন। তার মৃত্যুতে বিভিন্ন সংগঠনের পক্ষ থেকে গভীর শোক প্রকাশ ও শোকসন্তপ্ত পরিবারের প্রতি সমবেদনা জানানো হয়েছে। নেতৃবৃন্দ মরহুমের রুহের মাগফিরাত কামনা করেন এবং শোকাহত পরিবারের সদস্যদের ধৈর্য ধারণের তৌফিক কামনা করেন। — [263, 1010, 394, 1156]
column-5 — [675, 167, 805, 2187]
congratulations-advertisement — [645, 2050, 1513, 2244]
photo-caption-shibir-iftar: বাংলাদেশ ইসলামী ছাত্র শিবির খুলনা মহানগরীর উদ্যোগে ইফতার মাহফিল অনুষ্ঠিত হয়। অনুষ্ঠানে শাখা সভাপতিসহ নেতৃবৃন্দ উপস্থিত ছিলেন।-পূর্বাঞ্চল। — [949, 314, 1080, 352]
ad-line-1: নজরুল ইসলাম মঞ্জুকে কেসিসির প্রশাসক — [1039, 2056, 1245, 2072]
photo-wreath-ceremony — [10, 167, 257, 279]
column-7 — [950, 167, 1080, 2187]
lead-jump-text: পূর্বাঞ্চল ডেস্ক : চলতি ফেব্রুয়ারি মাসের প্রথম ২৫ দিনে দেশে প্রবাসী আয় বা রেমিট্যান্স এসেছে ২ দশমিক ৭৯ বিলিয়ন মার্কিন ডলার। বাংলাদেশ ব্যাংকের সর্বশেষ হালনাগাদ তথ্যে এ চিত্র উঠে এসেছে। বাংলাদেশি মুদ্রায় (প্রতি ডলার ১২২ টাকা ধরে) যার পরিমাণ ৩৪ হাজার কোটি টাকার বেশি। — [263, 167, 394, 230]
article-markram-sa-win: স্পোর্টস রিপোর্টার : এইডেন মারক্রামের দুর্দান্ত সেঞ্চুরিতে বড় ব্যবধানের জয় পেয়েছে দক্ষিণ আফ্রিকা। টস জিতে প্রথমে ব্যাট করতে নেমে নির্ধারিত ৫০ ওভারে ৩ উইকেটে ৩৪০ রানের বিশাল সংগ্রহ দাঁড় করায় প্রোটিয়ারা। মারক্রাম ১২৪ বলে ১৪৮ রানের ইনিংস খেলেন। তার ইনিংসে ছিল ১৫টি চার ও ৫টি ছক্কা। জবাবে ব্যাট করতে নেমে স্বাগতিকরা ৪২ ওভারে ২১০ রানে অলআউট হয়ে যায়। দক্ষিণ আফ্রিকার পক্ষে পেসাররা ৬ উইকেট ভাগাভাগি করে নেন। ম্যাচসেরার পুরস্কার জেতেন মারক্রাম। এই জয়ে তিন ম্যাচ সিরিজে ২-০ ব্যবধানে এগিয়ে গেল সফরকারীরা। সিরিজের শেষ ম্যাচ আগামী রোববার অনুষ্ঠিত হবে। — [812, 1000, 943, 1127]
divider — [812, 592, 942, 593]
article-khalilur: পূর্বাঞ্চল ডেস্ক : পররাষ্ট্রমন্ত্রী খলিলুর রহমানকে সরকার নতুন দায়িত্ব দিয়েছে। মন্ত্রিপরিষদ বিভাগের এক প্রজ্ঞাপনে বিষয়টি নিশ্চিত করা হয়েছে। প্রজ্ঞাপনে বলা হয়, সরকারি কার্য বিধিমালা ২০২৬ সালের এক নম্বর তফসিলের ক্রমিক অনুযায়ী তাকে এ দায়িত্ব দেওয়া হয়েছে। এর আগে ৩১ জানুয়ারি তিনি পররাষ্ট্র মন্ত্রণালয়ের দায়িত্ব গ্রহণ করেন। নতুন দায়িত্ব পাওয়ায় সংশ্লিষ্ট মহলে সন্তোষ প্রকাশ করা হয়েছে। একই প্রজ্ঞাপনে আরও কয়েকজন কর্মকর্তার দায়িত্ব পুনর্বণ্টন করা হয়েছে। মন্ত্রিপরিষদ সচিব স্বাক্ষরিত প্রজ্ঞাপনটি গতকাল প্রকাশিত হয়। প্রজ্ঞাপনে উল্লেখ করা হয়, জনপ্রশাসনের স্বার্থে এই সিদ্ধান্ত নেওয়া হয়েছে। সংশ্লিষ্ট মন্ত্রণালয়ের কর্মকর্তারা জানিয়েছেন, নতুন দায়িত্ব পালনে তিনি দ্রুতই কার্যক্রম শুরু করবেন। দেশের কূটনৈতিক তৎপরতা আরও জোরদার করতে এই পদক্ষেপ গুরুত্বপূর্ণ ভূমিকা রাখবে বলে আশা করা হচ্ছে। বিশ্লেষকরা মনে করছেন, সাম্প্রতিক আন্তর্জাতিক পরিস্থিতিতে এ ধরনের সিদ্ধান্ত সময়োপযোগী। সরকারের নীতিনির্ধারকরাও বিষয়টিকে ইতিবাচক হিসেবে দেখছেন। আগামী দিনে পররাষ্ট্র মন্ত্রণালয়ের কার্যক্রমে আরও গতিশীলতা আসবে বলে প্রত্যাশা করা হচ্ছে। — [10, 368, 257, 501]
ad-line-3: এ্যাসোসিয়েশন এর পক্ষ থেকে — [1067, 2090, 1217, 2106]
article-pushti-samity-condolence: পূর্বাঞ্চল প্রতিবেদক : পুষ্টি সমিতির এক নেতার স্ত্রীর মৃত্যুতে গভীর শোক প্রকাশ করা হয়েছে। সমিতির পক্ষ থেকে এক শোকবার্তায় মরহুমার রুহের মাগফিরাত কামনা এবং শোকসন্তপ্ত পরিবারের প্রতি সমবেদনা জানানো হয়েছে। মৃত্যুকালে তার বয়স হয়েছিল ৬৫ বছর। তিনি স্বামী, দুই ছেলে ও এক মেয়েসহ অসংখ্য আত্মীয়-স্বজন রেখে গেছেন। — [1223, 462, 1355, 535]
lead-para-3: চলতি অর্থবছরের জুলাই থেকে ফেব্রুয়ারি পর্যন্ত মোট রেমিট্যান্স এসেছে উল্লেখযোগ্য পরিমাণে। ব্যাংকাররা বলছেন, বৈধ পথে রেমিট্যান্স পাঠাতে প্রবাসীদের উৎসাহিত করা এবং হুন্ডি বন্ধে নেওয়া পদক্ষেপের ফলে ইতিবাচক প্রবণতা দেখা যাচ্ছে। — [400, 362, 669, 390]
divider — [1087, 479, 1217, 480]
photo-iftar-mahfil — [1224, 332, 1354, 420]
article-jela: জেলা শাখার নেতৃবৃন্দ পৃথক বিবৃতিতে প্রবাহ সম্পাদকের দ্রুত সুস্থতা কামনা করেছেন। তারা মহান আল্লাহর দরবারে তার আরোগ্য কামনা করে দোয়া প্রার্থনা করেন। নেতৃবৃন্দ বলেন, সংবাদপত্র জগতে তার ভূমিকা স্মরণীয় হয়ে থাকবে। — [675, 445, 806, 499]
article-boro-mongol-iftar: পূর্বাঞ্চল প্রতিবেদক : বড় মঙ্গল সমাজ কল্যাণ সংস্থার উদ্যোগে দোয়া ও ইফতার মাহফিল অনুষ্ঠিত হয়েছে। গতকাল বিকেলে স্থানীয় একটি মিলনায়তনে এই মাহফিলের আয়োজন করা হয়। অনুষ্ঠানে সংস্থার সভাপতির সভাপতিত্বে বক্তব্য রাখেন নেতৃবৃন্দ। বক্তারা বলেন, রমজান আত্মশুদ্ধির মাস। এই মাসে সংযম ও ত্যাগের শিক্ষা গ্রহণ করতে হবে। সমাজের অসহায় মানুষের পাশে দাঁড়ানোর আহ্বান জানান তারা। মাহফিলে দেশ ও জাতির কল্যাণ কামনা করে বিশেষ মোনাজাত করা হয়। অনুষ্ঠানে বিভিন্ন শ্রেণি-পেশার কয়েকশ মানুষ অংশগ্রহণ করেন।-খবরঃ বিজ্ঞপ্তির। — [1223, 590, 1355, 708]
subhead-jela: জেলা — [675, 433, 693, 443]
column-2 — [264, 167, 394, 2187]
headline-lpg-price: এলপিজির দাম আপাতত বাড়ছে না : বাণিজ্যমন্ত্রী — [270, 242, 387, 270]
headline-pushti-samity-condolence: পুষ্টি সমিতির নেতার স্ত্রীর মৃত্যুতে শোক — [1231, 432, 1347, 460]
column-10 — [1361, 167, 1514, 2187]
headline-ganashilpi: খুলনা জেলা গণশিল্পী সংস্থার অমর একুশে কাব্য সংগীত অনুষ্ঠান কাল — [271, 649, 387, 691]
